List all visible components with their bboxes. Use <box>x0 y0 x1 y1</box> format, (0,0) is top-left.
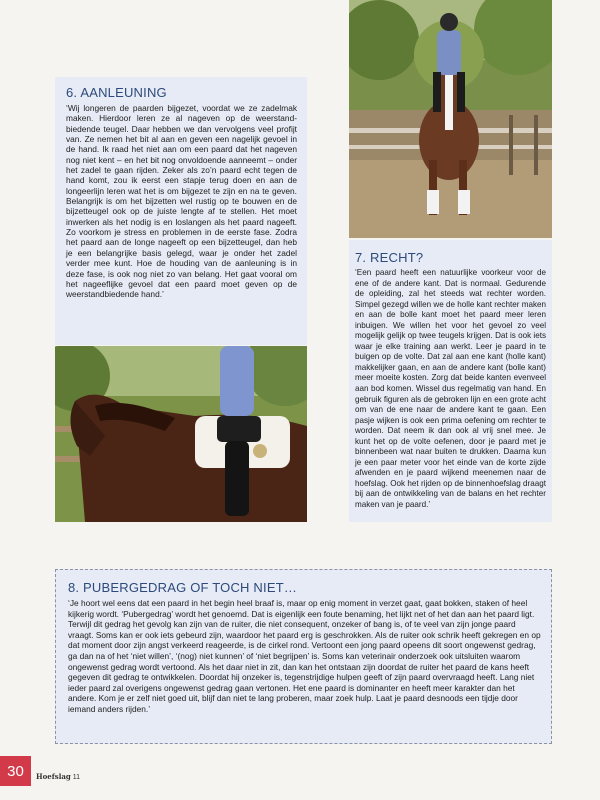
section-pubergedrag-body: ‘Je hoort wel eens dat een paard in het begin heel braaf is, maar op enig moment in verzet gaat, gaat bokken, staken of heel kijkerig wordt. ‘Pubergedrag’ wordt het genoemd. Dat is eigenlijk een foute benaming, het lijkt net of het dan aan het paard ligt. Terwijl dit gedrag het gevolg kan zijn van de ruiter, die niet consequent, onzeker of bang is, of te veel van zijn jonge paard vraagt. Soms kan er ook iets gebeurd zijn, waardoor het paard erg is geschrokken. Als de ruiter ook schrik heeft gekregen en op dat moment door zijn angst verkeerd reageerde, is de cirkel rond. Vertoont een jong paard opeens dit soort ongewenst gedrag, ga dan na of het ‘niet willen’, ‘(nog) niet kunnen’ of ‘niet begrijpen’ is. Soms kan veterinair onderzoek ook uitsluiten waarom ongewenst gedrag wordt vertoond. Als het daar niet in zit, dan kan het ontstaan zijn doordat de ruiter het paard de kans heeft gegeven dit gedrag te ontwikkelen. Doordat hij onzeker is, tegenstrijdige hulpen geeft of zijn paard overvraagd heeft. Lang niet ieder paard zal overigens ongewenst gedrag gaan vertonen. Het ene paard is dominanter en heeft meer karakter dan het andere. Kom je er zelf niet goed uit, blijf dan niet te lang proberen, maar zoek hulp. Laat je paard desnoods een tijdje door iemand anders rijden.’ <box>68 598 541 714</box>
photo-rider-trotting <box>349 0 552 238</box>
section-recht-body: ‘Een paard heeft een natuurlijke voorkeur voor de ene of de andere kant. Dat is normaal. Gedurende de opleiding, zal het steeds wat rechter worden. Simpel gezegd willen we de holle kant rechter maken en aan de bolle kant moet het paard meer leren inbuigen. We willen het voor het gevoel zo veel mogelijk gelijk op twee teugels krijgen. Dat is ook iets waar je elke training aan werkt. Leer je paard in te buigen op de volte. Dat zal aan ene kant (holle kant) makkelijker gaan, en aan de andere kant (bolle kant) meer moeite kosten. Zorg dat beide kanten evenveel aan bod komen. Wissel dus regelmatig van hand. En gebruik figuren als de gebroken lijn en een grote acht om van de ene naar de andere kant te gaan. Een pasje wijken is ook een prima oefening om rechter te worden. Dat neem ik dan ook al vrij snel mee. Je kunt het op de volte oefenen, door je paard met je binnenbeen wat naar buiten te drukken. Daarna kun je een paar meter voor het einde van de korte zijde afwenden en je paard wijkend meenemen naar de hoefslag. Ook het rijden op de binnenhoefslag draagt bij aan de ontwikkeling van de balans en het rechter maken van je paard.’ <box>355 268 546 510</box>
magazine-name: Hoefslag <box>36 772 71 781</box>
section-recht-heading: 7. RECHT? <box>355 250 424 265</box>
photo-rider-closeup-graphic <box>55 346 307 522</box>
magazine-footer <box>36 772 80 781</box>
photo-rider-closeup <box>55 346 307 522</box>
section-pubergedrag-heading: 8. PUBERGEDRAG OF TOCH NIET… <box>68 580 298 595</box>
section-recht <box>349 240 552 522</box>
photo-rider-trotting-graphic <box>349 0 552 238</box>
magazine-issue: 11 <box>72 774 81 781</box>
section-pubergedrag <box>55 569 552 744</box>
section-aanleuning-heading: 6. AANLEUNING <box>66 85 167 100</box>
page-number: 30 <box>0 756 31 786</box>
section-aanleuning <box>55 77 307 345</box>
section-aanleuning-body: ‘Wij longeren de paarden bijgezet, voordat we ze zadelmak maken. Hierdoor leren ze al nageven op de weerstand-biedende teugel. Daar hebben we dan vervolgens veel profijt van. Ze nemen het bit al aan en geven een nagelijk gevoel in de hand. Ik raad het niet aan om een paard dat het nageven nog niet kent – en het bit nog onvoldoende aanneemt – onder het zadel te gaan rijden. Zeker als zo’n paard echt tegen de hand komt, zou ik eerst een stapje terug doen en aan de longeerlijn leren wat het is om bijgezet te zijn en na te geven. Belangrijk is om het bijzetten wel rustig op te bouwen en de bijzetteugel ook op de juiste lengte af te stellen. Het moet inwerken als het nodig is en loslangen als het paard nageeft. Zo voorkom je stress en problemen in de eerste fase. Zodra het paard aan de longe nageeft op een bijzetteugel, dan heb je een belangrijke basis gelegd, waar je onder het zadel verder mee kunt. Hoe de houding van de aanleuning is in deze fase, is ook nog niet zo van belang. Het gaat vooral om het nageeflijke gevoel dat een paard moet geven op de weerstandbiedende hand.’ <box>66 103 297 300</box>
